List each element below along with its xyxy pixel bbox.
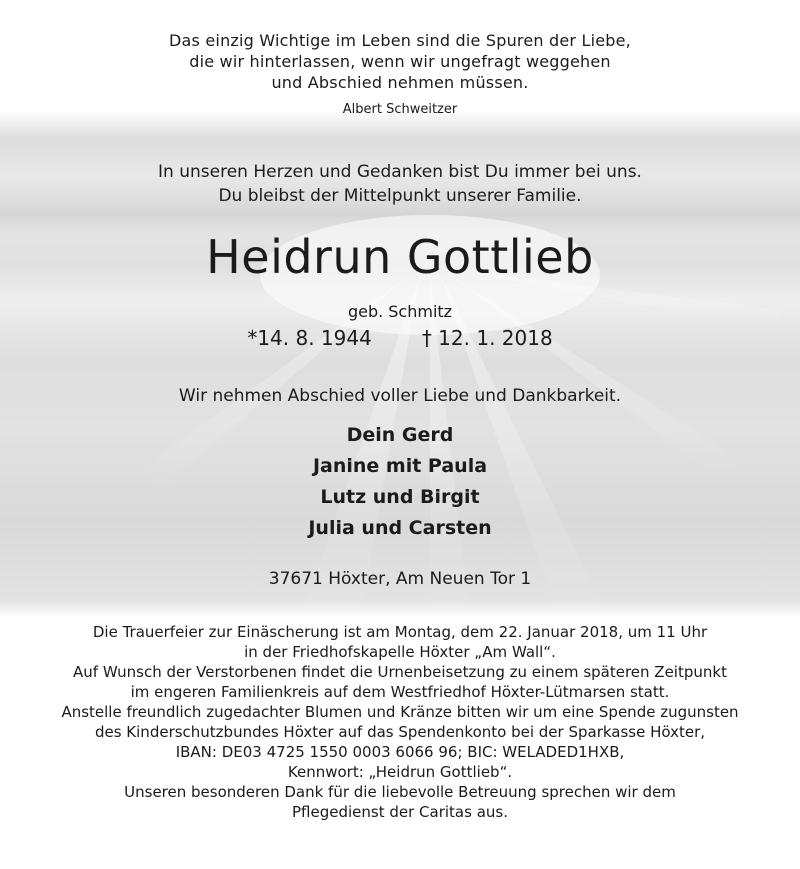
info-line: Auf Wunsch der Verstorbenen findet die Urnenbeisetzung zu einem späteren Zeitpunkt — [73, 663, 727, 681]
info-line: in der Friedhofskapelle Höxter „Am Wall“. — [244, 643, 556, 661]
intro-line: In unseren Herzen und Gedanken bist Du immer bei uns. — [158, 162, 642, 182]
info-line: Die Trauerfeier zur Einäscherung ist am Montag, dem 22. Januar 2018, um 11 Uhr — [92, 623, 708, 641]
birth-name: geb. Schmitz — [347, 302, 453, 321]
quote-line: und Abschied nehmen müssen. — [271, 73, 529, 92]
deceased-name: Heidrun Gottlieb — [206, 230, 594, 284]
birth-date: *14. 8. 1944 — [247, 326, 372, 350]
intro-text — [0, 160, 800, 208]
quote — [0, 30, 800, 93]
address: 37671 Höxter, Am Neuen Tor 1 — [268, 569, 532, 589]
family-member: Dein Gerd — [346, 424, 454, 446]
death-date: † 12. 1. 2018 — [421, 326, 553, 350]
funeral-info — [0, 622, 800, 822]
family-member: Julia und Carsten — [308, 517, 492, 539]
quote-line: die wir hinterlassen, wenn wir ungefragt weggehen — [189, 52, 611, 71]
info-line: des Kinderschutzbundes Höxter auf das Spendenkonto bei der Sparkasse Höxter, — [94, 723, 706, 741]
info-line: Kennwort: „Heidrun Gottlieb“. — [287, 763, 513, 781]
info-line: Anstelle freundlich zugedachter Blumen und Kränze bitten wir um eine Spende zugunsten — [61, 703, 739, 721]
life-dates — [0, 326, 800, 350]
quote-line: Das einzig Wichtige im Leben sind die Spuren der Liebe, — [169, 31, 631, 50]
quote-author: Albert Schweitzer — [342, 102, 458, 117]
info-line: IBAN: DE03 4725 1550 0003 6066 96; BIC: WELADED1HXB, — [175, 743, 625, 761]
farewell-text: Wir nehmen Abschied voller Liebe und Dankbarkeit. — [178, 386, 622, 406]
info-line: Pflegedienst der Caritas aus. — [292, 803, 508, 821]
family-member: Janine mit Paula — [312, 455, 488, 477]
family-member: Lutz und Birgit — [320, 486, 480, 508]
info-line: Unseren besonderen Dank für die liebevolle Betreuung sprechen wir dem — [124, 783, 676, 801]
family-list — [0, 420, 800, 544]
info-line: im engeren Familienkreis auf dem Westfriedhof Höxter-Lütmarsen statt. — [130, 683, 670, 701]
intro-line: Du bleibst der Mittelpunkt unserer Familie. — [218, 186, 582, 206]
